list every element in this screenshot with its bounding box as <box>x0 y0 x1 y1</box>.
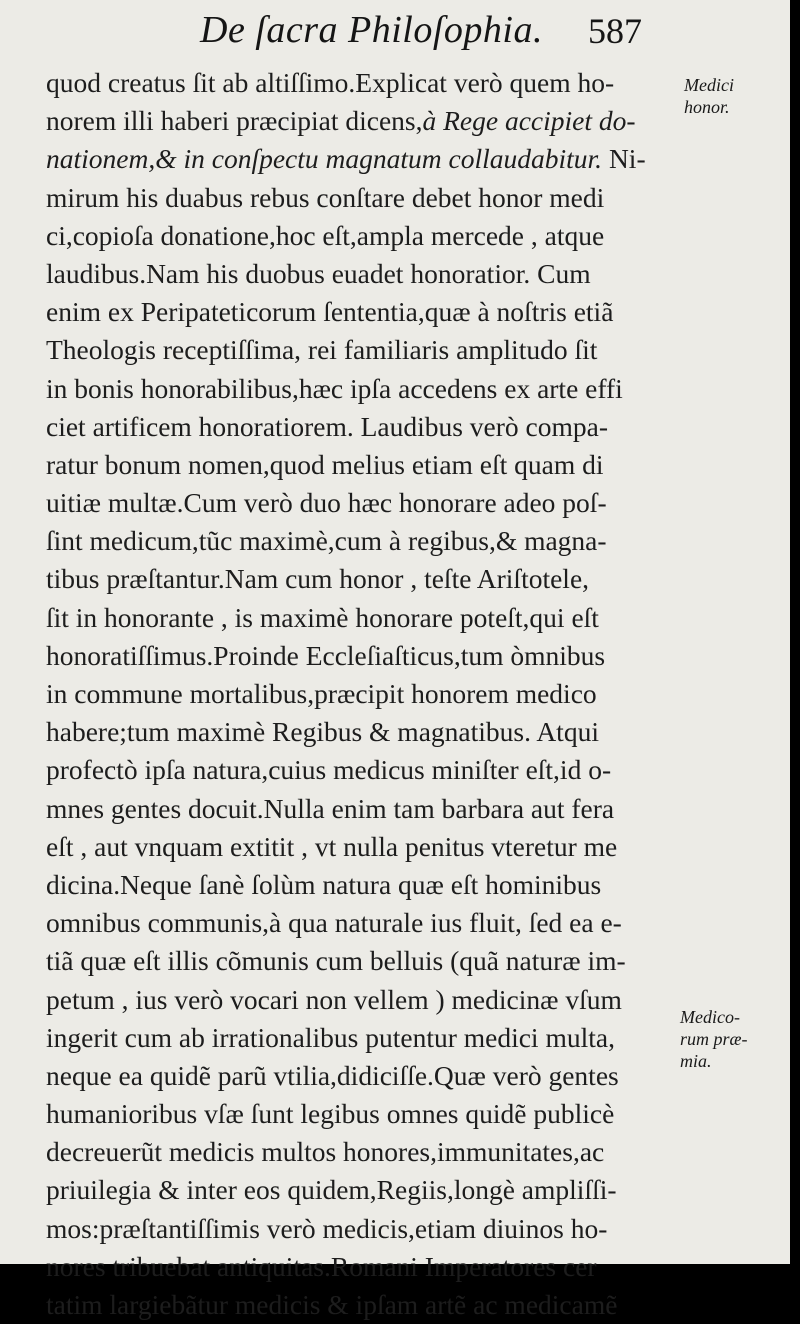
text-segment: uitiæ multæ.Cum verò duo hæc honorare adeo poſ- <box>46 487 607 519</box>
text-segment: eſt , aut vnquam extitit , vt nulla penitus vteretur me <box>46 830 618 862</box>
text-segment: Theologis receptiſſima, rei familiaris amplitudo ſit <box>46 334 598 366</box>
marginal-note-medicorum-praemia <box>680 1006 748 1072</box>
marginal-note-line: honor. <box>684 97 730 117</box>
text-segment: ſit in honorante , is maximè honorare poteſt,qui eſt <box>46 601 599 633</box>
text-segment: humanioribus vſæ ſunt legibus omnes quidẽ publicè <box>46 1098 615 1130</box>
marginal-note-line: Medici <box>684 75 734 95</box>
text-line <box>46 981 676 1019</box>
text-segment: honoratiſſimus.Proinde Eccleſiaſticus,tum òmnibus <box>46 639 606 671</box>
text-line <box>46 370 676 408</box>
italic-quotation: à Rege accipiet do- <box>422 105 636 137</box>
text-segment: in bonis honorabilibus,hæc ipſa accedens ex arte effi <box>46 372 623 404</box>
marginal-note-line: rum præ- <box>680 1029 748 1049</box>
running-title: De ſacra Philoſophia. <box>200 9 543 51</box>
text-segment: petum , ius verò vocari non vellem ) medicinæ vſum <box>46 983 622 1015</box>
text-segment: dicina.Neque ſanè ſolùm natura quæ eſt hominibus <box>46 868 602 900</box>
text-line <box>46 408 676 446</box>
text-segment: enim ex Peripateticorum ſententia,quæ à noſtris etiã <box>46 296 614 328</box>
text-line <box>46 179 676 217</box>
text-line <box>46 217 676 255</box>
text-line <box>46 942 676 980</box>
text-segment: Ni- <box>602 143 646 175</box>
text-segment: ſint medicum,tũc maximè,cum à regibus,& magna- <box>46 525 607 557</box>
text-line <box>46 1210 676 1248</box>
text-line <box>46 1019 676 1057</box>
text-line <box>46 293 676 331</box>
text-segment: habere;tum maximè Regibus & magnatibus. Atqui <box>46 716 599 748</box>
text-line <box>46 560 676 598</box>
text-line <box>46 713 676 751</box>
text-line <box>46 828 676 866</box>
text-segment: quod creatus ſit ab altiſſimo.Explicat verò quem ho- <box>46 67 615 98</box>
text-segment: neque ea quidẽ parũ vtilia,didiciſſe.Quæ verò gentes <box>46 1059 619 1091</box>
text-line <box>46 751 676 789</box>
text-segment: omnibus communis,à qua naturale ius fluit, ſed ea e- <box>46 907 622 939</box>
text-line <box>46 102 676 140</box>
text-line <box>46 140 676 178</box>
page-number: 587 <box>588 11 642 51</box>
text-segment: tiã quæ eſt illis cõmunis cum belluis (quã naturæ im- <box>46 945 626 977</box>
text-line <box>46 599 676 637</box>
text-segment: ciet artificem honoratiorem. Laudibus verò compa- <box>46 410 609 442</box>
text-segment: mirum his duabus rebus conſtare debet honor medi <box>46 181 605 213</box>
text-line <box>46 64 676 102</box>
marginal-note-line: Medico- <box>680 1007 740 1027</box>
text-segment: norem illi haberi præcipiat dicens, <box>46 105 423 137</box>
text-line <box>46 904 676 942</box>
text-segment: tatim largiebãtur medicis & ipſam artẽ ac medicamẽ <box>46 1289 618 1320</box>
text-segment: mos:præſtantiſſimis verò medicis,etiam diuinos ho- <box>46 1212 608 1244</box>
text-line <box>46 1057 676 1095</box>
italic-quotation: nationem,& in conſpectu magnatum collaudabitur. <box>46 143 603 175</box>
text-segment: profectò ipſa natura,cuius medicus miniſter eſt,id o- <box>46 754 612 786</box>
text-line <box>46 331 676 369</box>
text-segment: priuilegia & inter eos quidem,Regiis,longè ampliſſi- <box>46 1174 617 1206</box>
marginal-note-line: mia. <box>680 1051 712 1071</box>
text-segment: tibus præſtantur.Nam cum honor , teſte Ariſtotele, <box>46 563 590 595</box>
text-segment: in commune mortalibus,præcipit honorem medico <box>46 678 597 709</box>
text-line <box>46 1095 676 1133</box>
marginal-note-medici-honor <box>684 74 734 118</box>
text-line <box>46 866 676 904</box>
text-line <box>46 484 676 522</box>
text-line <box>46 637 676 675</box>
text-segment: ci,copioſa donatione,hoc eſt,ampla mercede , atque <box>46 219 605 251</box>
text-segment: decreuerũt medicis multos honores,immunitates,ac <box>46 1136 605 1168</box>
text-line <box>46 1286 676 1324</box>
text-line <box>46 446 676 484</box>
text-segment: mnes gentes docuit.Nulla enim tam barbara aut fera <box>46 792 615 824</box>
text-segment: ratur bonum nomen,quod melius etiam eſt quam di <box>46 448 604 480</box>
text-segment: laudibus.Nam his duobus euadet honoratior. Cum <box>46 257 591 289</box>
text-line <box>46 1133 676 1171</box>
text-line <box>46 522 676 560</box>
text-line <box>46 1171 676 1209</box>
text-line <box>46 675 676 713</box>
text-line <box>46 255 676 293</box>
text-line <box>46 790 676 828</box>
text-line <box>46 1248 676 1286</box>
body-text <box>46 64 676 1324</box>
text-segment: ingerit cum ab irrationalibus putentur medici multa, <box>46 1021 615 1053</box>
text-segment: nores tribuebat antiquitas.Romani Imperatores cer <box>46 1250 597 1282</box>
